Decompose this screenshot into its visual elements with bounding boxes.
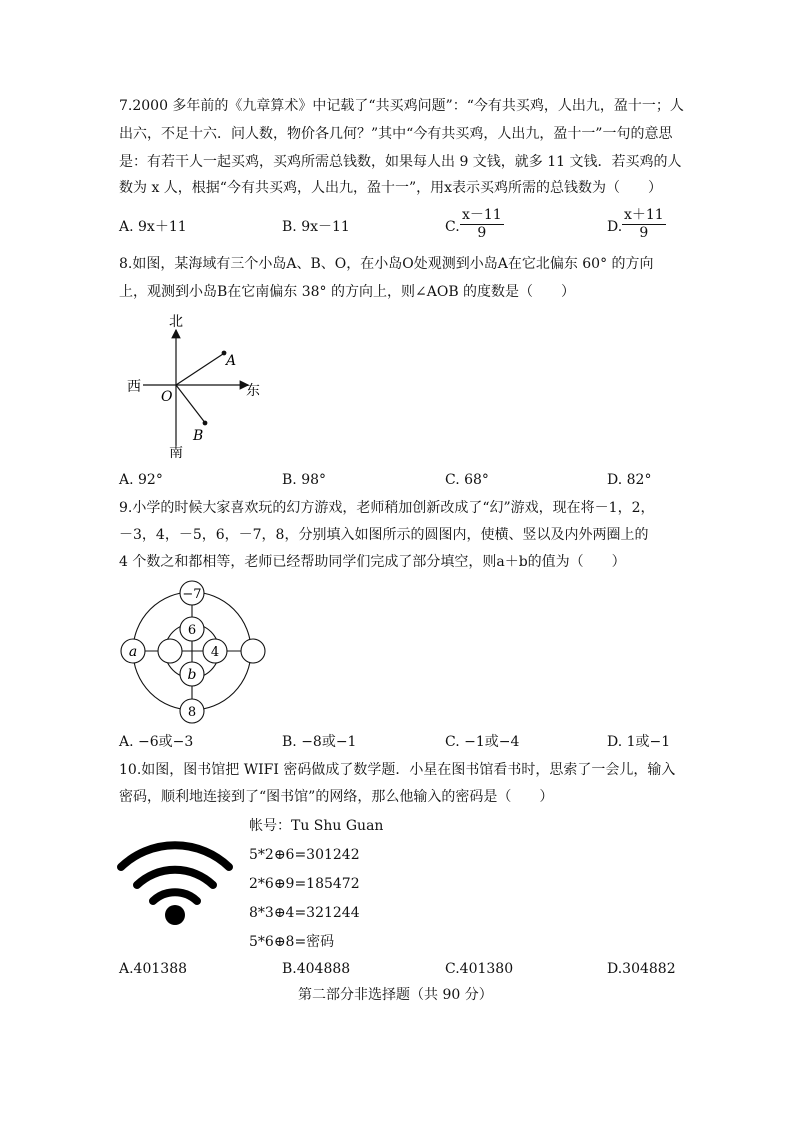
compass-diagram: [115, 305, 275, 465]
q9-line-3: 4 个数之和都相等，老师已经帮助同学们完成了部分填空，则a＋b的值为（ ）: [119, 554, 626, 570]
magic-circle-diagram: [116, 578, 276, 726]
q10-option-a: A.401388: [119, 961, 188, 977]
origin-label: O: [161, 389, 173, 405]
q9-option-c: C. −1或−4: [445, 734, 520, 750]
q7-line-1: 7.2000 多年前的《九章算术》中记载了“共买鸡问题”：“今有共买鸡，人出九，盈十一；人: [119, 98, 684, 114]
south-label: 南: [169, 445, 183, 461]
q9-option-d: D. 1或−1: [607, 734, 671, 750]
section-title: 第二部分非选择题（共 90 分）: [298, 987, 493, 1003]
q8-line-1: 8.如图，某海域有三个小岛A、B、O，在小岛O处观测到小岛A在它北偏东 60° 的方向: [119, 256, 654, 272]
cell-top-value: −7: [182, 587, 202, 602]
q9-line-1: 9.小学的时候大家喜欢玩的幻方游戏，老师稍加创新改成了“幻”游戏，现在将－1，2，: [119, 500, 655, 516]
point-b-label: B: [193, 428, 204, 444]
cell-bottom-value: 8: [187, 705, 197, 720]
north-label: 北: [169, 314, 183, 330]
q7-option-d-label: D.: [607, 219, 623, 235]
point-b-dot: [203, 421, 208, 426]
west-label: 西: [127, 379, 141, 395]
q10-option-b: B.404888: [282, 961, 351, 977]
q7-option-c-label: C.: [445, 219, 460, 235]
q7-option-d-denominator: 9: [639, 225, 649, 241]
point-a-label: A: [226, 353, 237, 369]
q7-option-d-numerator: x＋11: [624, 207, 664, 223]
cell-left-value: a: [128, 644, 138, 660]
cell-inner-top-value: 6: [187, 623, 197, 638]
ray-oa: [176, 352, 226, 385]
cell-right: [241, 639, 265, 663]
wifi-icon: [115, 835, 235, 930]
q7-option-c-denominator: 9: [477, 225, 487, 241]
wifi-account: 帐号：Tu Shu Guan: [249, 818, 384, 834]
q8-option-b: B. 98°: [282, 472, 327, 488]
q7-option-b: B. 9x－11: [282, 219, 350, 235]
q9-line-2: －3，4，－5，6，－7，8，分别填入如图所示的圆图内，使横、竖以及内外两圈上的: [119, 527, 649, 543]
q10-line-2: 密码，顺利地连接到了“图书馆”的网络，那么他输入的密码是（ ）: [119, 789, 554, 805]
q10-line-1: 10.如图，图书馆把 WIFI 密码做成了数学题．小星在图书馆看书时，思索了一会儿，输入: [119, 762, 676, 778]
q7-option-d-fraction: [622, 207, 666, 242]
q8-option-a: A. 92°: [119, 472, 163, 488]
cell-inner-right-value: 4: [210, 645, 220, 660]
q7-option-a: A. 9x＋11: [119, 219, 187, 235]
q10-option-c: C.401380: [445, 961, 514, 977]
cell-inner-left: [158, 639, 182, 663]
q7-option-c-numerator: x－11: [462, 207, 502, 223]
q8-option-d: D. 82°: [607, 472, 652, 488]
q10-option-d: D.304882: [607, 961, 676, 977]
q7-line-3: 是：有若干人一起买鸡，买鸡所需总钱数，如果每人出 9 文钱，就多 11 文钱．若买鸡的人: [119, 154, 682, 170]
q9-option-b: B. −8或−1: [282, 734, 357, 750]
q8-line-2: 上，观测到小岛B在它南偏东 38° 的方向上，则∠AOB 的度数是（ ）: [119, 284, 576, 300]
q7-option-c-fraction: [460, 207, 504, 242]
equation-1: 5*2⊕6=301242: [249, 847, 360, 863]
cell-inner-bottom-value: b: [187, 667, 197, 683]
east-label: 东: [246, 383, 260, 399]
equation-4: 5*6⊕8=密码: [249, 934, 335, 950]
ray-ob: [176, 385, 206, 424]
q7-line-2: 出六，不足十六．问人数，物价各几何？”其中“今有共买鸡，人出九，盈十一”一句的意思: [119, 126, 673, 142]
q7-line-4: 数为 x 人，根据“今有共买鸡，人出九，盈十一”，用x表示买鸡所需的总钱数为（ ）: [119, 180, 663, 196]
q9-option-a: A. −6或−3: [119, 734, 194, 750]
q8-option-c: C. 68°: [445, 472, 489, 488]
equation-3: 8*3⊕4=321244: [249, 905, 360, 921]
equation-2: 2*6⊕9=185472: [249, 876, 360, 892]
